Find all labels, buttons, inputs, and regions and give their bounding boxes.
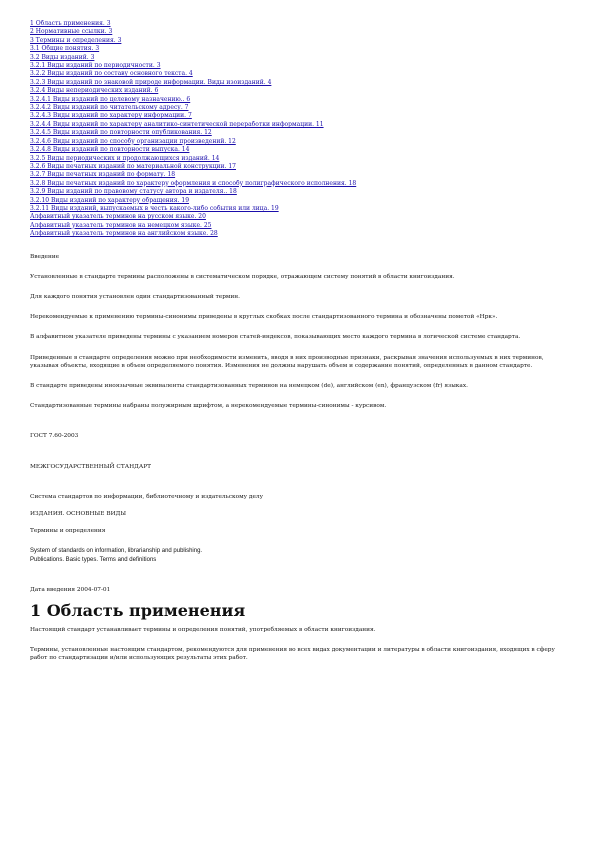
toc-link[interactable]: 3.2.4.5 Виды изданий по повторности опубликования. 12 bbox=[30, 129, 212, 137]
table-of-contents bbox=[30, 20, 566, 239]
section-paragraph: Настоящий стандарт устанавливает термины и определения понятий, употребляемых в области книгоиздания. bbox=[30, 627, 376, 634]
toc-link[interactable]: 3.2.7 Виды печатных изданий по формату. 18 bbox=[30, 171, 176, 179]
standard-en-title: Publications. Basic types. Terms and definitions bbox=[30, 556, 157, 563]
intro-paragraph: Для каждого понятия установлен один стандартизованный термин. bbox=[30, 293, 240, 300]
standard-date: Дата введения 2004-07-01 bbox=[30, 586, 111, 593]
toc-link[interactable]: 3.2.5 Виды периодических и продолжающихся изданий. 14 bbox=[30, 154, 220, 162]
intro-paragraph: Нерекомендуемые к применению термины-синонимы приведены в круглых скобках после стандартизованного термина и обозначены пометой «Нрк». bbox=[30, 314, 498, 321]
toc-link[interactable]: 3.2.4.6 Виды изданий по способу организации произведений. 12 bbox=[30, 137, 236, 145]
toc-link[interactable]: 3.2 Виды изданий. 3 bbox=[30, 53, 95, 61]
toc-link[interactable]: 3.2.4.2 Виды изданий по читательскому адресу. 7 bbox=[30, 104, 189, 112]
intro-paragraph: Приведенные в стандарте определения можно при необходимости изменить, вводя в них производные признаки, раскрывая значения используемых в них терминов, указывая объекты, входящие в объем определяемого понятия. Изменения не должны нарушать объем и содержание понятий, определенных в данном стандарте. bbox=[30, 354, 544, 369]
standard-kind: МЕЖГОСУДАРСТВЕННЫЙ СТАНДАРТ bbox=[30, 463, 152, 470]
intro-paragraph: В алфавитном указателе приведены термины с указанием номеров статей-индексов, показывающих место каждого термина в логической системе стандарта. bbox=[30, 334, 521, 341]
toc-link[interactable]: 3 Термины и определения. 3 bbox=[30, 36, 122, 44]
standard-system: Система стандартов по информации, библиотечному и издательскому делу bbox=[30, 493, 263, 500]
intro-paragraph: Установленные в стандарте термины расположены в систематическом порядке, отражающем систему понятий в области книгоиздания. bbox=[30, 273, 455, 280]
toc-link[interactable]: 3.2.10 Виды изданий по характеру обращения. 19 bbox=[30, 196, 190, 204]
toc-link[interactable]: 2 Нормативные ссылки. 3 bbox=[30, 28, 113, 36]
toc-link[interactable]: 3.2.1 Виды изданий по периодичности. 3 bbox=[30, 62, 161, 70]
section-paragraph: Термины, установленные настоящим стандартом, рекомендуются для применения во всех видах документации и литературы в области книгоиздания, входящих в сферу работ по стандартизации и/или использующих результаты этих работ. bbox=[30, 647, 555, 662]
toc-link[interactable]: Алфавитный указатель терминов на английском языке. 28 bbox=[30, 230, 218, 238]
toc-link[interactable]: 3.2.4.1 Виды изданий по целевому назначению.. 6 bbox=[30, 95, 191, 103]
standard-code: ГОСТ 7.60-2003 bbox=[30, 433, 79, 440]
toc-link[interactable]: 3.2.3 Виды изданий по знаковой природе информации. Виды изоизданий. 4 bbox=[30, 78, 272, 86]
section-heading: 1 Область применения bbox=[30, 601, 246, 621]
intro-paragraph: Стандартизованные термины набраны полужирным шрифтом, а нерекомендуемые термины-синонимы - курсивом. bbox=[30, 403, 387, 410]
toc-link[interactable]: 3.2.11 Виды изданий, выпускаемых в честь какого-либо события или лица. 19 bbox=[30, 204, 279, 212]
toc-link[interactable]: 3.2.4.4 Виды изданий по характеру аналитико-синтетической переработки информации. 11 bbox=[30, 120, 324, 128]
toc-link[interactable]: 3.2.2 Виды изданий по составу основного текста. 4 bbox=[30, 70, 193, 78]
toc-link[interactable]: Алфавитный указатель терминов на русском языке. 20 bbox=[30, 213, 206, 221]
toc-link[interactable]: 3.2.8 Виды печатных изданий по характеру оформления и способу полиграфического исполнения. 18 bbox=[30, 179, 357, 187]
intro-paragraph: В стандарте приведены иноязычные эквиваленты стандартизованных терминов на немецком (de), английском (en), французском (fr) языках. bbox=[30, 382, 468, 389]
intro-title: Введение bbox=[30, 253, 60, 260]
toc-link[interactable]: 3.2.6 Виды печатных изданий по материальной конструкции. 17 bbox=[30, 162, 236, 170]
toc-link[interactable]: 1 Область применения. 3 bbox=[30, 20, 111, 27]
toc-link[interactable]: 3.2.4.8 Виды изданий по повторности выпуска. 14 bbox=[30, 146, 190, 154]
standard-en-system: System of standards on information, librarianship and publishing. bbox=[30, 548, 203, 555]
toc-link[interactable]: 3.2.4.3 Виды изданий по характеру информации. 7 bbox=[30, 112, 192, 120]
toc-link[interactable]: 3.1 Общие понятия. 3 bbox=[30, 45, 100, 53]
toc-link[interactable]: 3.2.9 Виды изданий по правовому статусу автора и издателя.. 18 bbox=[30, 188, 237, 196]
toc-link[interactable]: 3.2.4 Виды непериодических изданий. 6 bbox=[30, 87, 159, 95]
standard-subtitle: Термины и определения bbox=[30, 528, 106, 535]
toc-link[interactable]: Алфавитный указатель терминов на немецком языке. 25 bbox=[30, 221, 212, 229]
standard-title: ИЗДАНИЯ. ОСНОВНЫЕ ВИДЫ bbox=[30, 511, 127, 517]
